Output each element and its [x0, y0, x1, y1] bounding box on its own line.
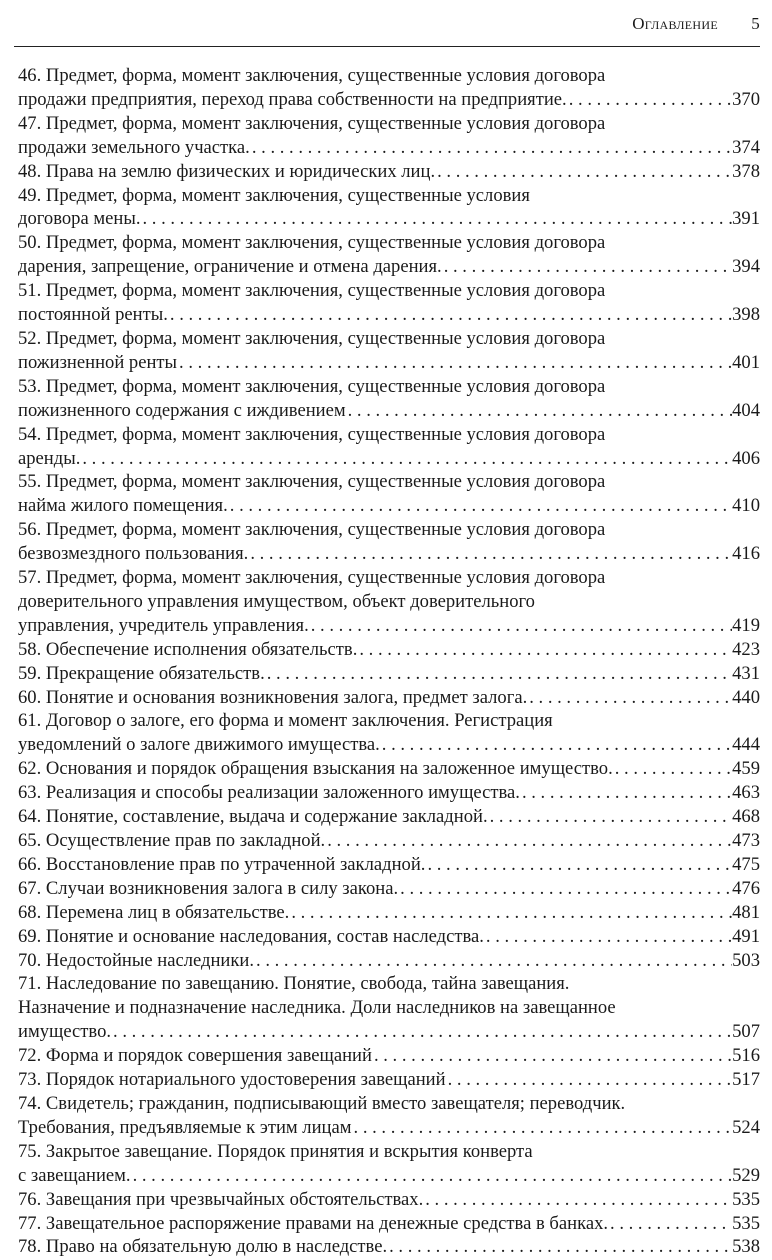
toc-entry-line: постоянной ренты. — [18, 304, 168, 326]
toc-entry-line: доверительного управления имуществом, объект доверительного — [18, 590, 535, 612]
toc-entry-line: 48. Права на землю физических и юридических лиц. — [18, 160, 436, 182]
toc-entry-line: 61. Договор о залоге, его форма и момент заключения. Регистрация — [18, 710, 553, 732]
toc-page-number: 475 — [732, 853, 760, 875]
toc-entry-last-line — [18, 207, 760, 231]
running-header-title: Оглавление — [632, 14, 718, 33]
toc-entry-line: продажи предприятия, переход права собственности на предприятие. — [18, 88, 567, 110]
toc-page-number: 406 — [732, 447, 760, 469]
toc-page-number: 401 — [732, 351, 760, 373]
toc-page-number: 444 — [732, 734, 760, 756]
dot-leader — [425, 853, 732, 877]
toc-page-number: 491 — [732, 925, 760, 947]
toc-page-number: 416 — [732, 543, 760, 565]
dot-leader — [111, 1020, 732, 1044]
dot-leader — [387, 1235, 732, 1259]
header-divider — [14, 46, 760, 47]
toc-entry-line: 53. Предмет, форма, момент заключения, существенные условия договора — [18, 375, 606, 397]
toc-entry-last-line — [18, 1164, 760, 1188]
toc-entry-last-line — [18, 901, 760, 925]
toc-entry-line: 67. Случаи возникновения залога в силу закона. — [18, 877, 399, 899]
toc-entry-last-line — [18, 949, 760, 973]
dot-leader — [608, 1212, 732, 1236]
dot-leader — [520, 781, 732, 805]
toc-entry — [18, 805, 760, 829]
dot-leader — [446, 1068, 733, 1092]
dot-leader — [346, 399, 732, 423]
dot-leader — [380, 733, 732, 757]
dot-leader — [140, 207, 732, 231]
toc-entry — [18, 184, 760, 232]
toc-entry — [18, 375, 760, 423]
toc-entry — [18, 64, 760, 112]
toc-entry-last-line — [18, 1020, 760, 1044]
toc-entry-line: Назначение и подназначение наследника. Доли наследников на завещанное — [18, 997, 616, 1019]
toc-entry-last-line — [18, 757, 760, 781]
toc-entry-last-line — [18, 160, 760, 184]
table-of-contents — [18, 64, 760, 1259]
dot-leader — [248, 542, 732, 566]
toc-entry — [18, 638, 760, 662]
toc-entry-line: 52. Предмет, форма, момент заключения, существенные условия договора — [18, 327, 606, 349]
toc-entry — [18, 518, 760, 566]
toc-page-number: 517 — [732, 1069, 760, 1091]
toc-entry — [18, 112, 760, 160]
toc-entry-last-line — [18, 877, 760, 901]
toc-entry-line: 74. Свидетель; гражданин, подписывающий вместо завещателя; переводчик. — [18, 1092, 626, 1114]
toc-entry — [18, 853, 760, 877]
toc-entry — [18, 566, 760, 638]
toc-entry-last-line — [18, 1068, 760, 1092]
toc-entry — [18, 1044, 760, 1068]
toc-entry-line: 75. Закрытое завещание. Порядок принятия и вскрытия конверта — [18, 1140, 533, 1162]
dot-leader — [372, 1044, 732, 1068]
toc-entry — [18, 781, 760, 805]
toc-entry-line: пожизненной ренты — [18, 351, 178, 373]
toc-entry-last-line — [18, 733, 760, 757]
toc-entry-line: 63. Реализация и способы реализации заложенного имущества. — [18, 782, 520, 804]
toc-entry-line: 60. Понятие и основания возникновения залога, предмет залога. — [18, 686, 528, 708]
toc-page-number: 516 — [732, 1045, 760, 1067]
dot-leader — [289, 901, 732, 925]
dot-leader — [357, 638, 732, 662]
dot-leader — [527, 686, 732, 710]
dot-leader — [484, 925, 732, 949]
toc-entry-line: 64. Понятие, составление, выдача и содержание закладной. — [18, 806, 488, 828]
toc-page-number: 440 — [732, 686, 760, 708]
toc-entry-last-line — [18, 781, 760, 805]
toc-entry — [18, 470, 760, 518]
dot-leader — [423, 1188, 732, 1212]
dot-leader — [309, 614, 732, 638]
running-header — [0, 14, 760, 38]
toc-entry-last-line — [18, 1212, 760, 1236]
toc-entry — [18, 757, 760, 781]
page-number: 5 — [751, 14, 760, 33]
toc-entry-line: 50. Предмет, форма, момент заключения, существенные условия договора — [18, 232, 606, 254]
toc-entry-last-line — [18, 853, 760, 877]
toc-entry — [18, 1140, 760, 1188]
dot-leader — [567, 88, 732, 112]
toc-entry-last-line — [18, 805, 760, 829]
toc-entry — [18, 901, 760, 925]
toc-entry — [18, 972, 760, 1044]
dot-leader — [488, 805, 732, 829]
toc-page-number: 391 — [732, 208, 760, 230]
toc-entry — [18, 1068, 760, 1092]
toc-page-number: 431 — [732, 662, 760, 684]
toc-entry — [18, 925, 760, 949]
toc-entry-line: 66. Восстановление прав по утраченной закладной. — [18, 853, 426, 875]
toc-entry-last-line — [18, 1188, 760, 1212]
toc-entry-line: найма жилого помещения. — [18, 495, 228, 517]
toc-entry-line: аренды. — [18, 447, 81, 469]
toc-page-number: 473 — [732, 830, 760, 851]
toc-entry-line: имущество. — [18, 1021, 112, 1043]
toc-entry — [18, 1188, 760, 1212]
toc-entry — [18, 1235, 760, 1259]
toc-page-number: 423 — [732, 638, 760, 660]
dot-leader — [442, 255, 732, 279]
toc-page-number: 404 — [732, 399, 760, 421]
toc-entry-line: 55. Предмет, форма, момент заключения, существенные условия договора — [18, 471, 606, 493]
toc-entry-line: 47. Предмет, форма, момент заключения, существенные условия договора — [18, 112, 606, 134]
toc-entry-last-line — [18, 1044, 760, 1068]
toc-entry-last-line — [18, 494, 760, 518]
toc-page-number: 459 — [732, 758, 760, 780]
dot-leader — [435, 160, 732, 184]
dot-leader — [613, 757, 732, 781]
toc-entry-last-line — [18, 399, 760, 423]
toc-page-number: 398 — [732, 304, 760, 326]
toc-page-number: 538 — [732, 1236, 760, 1258]
dot-leader — [131, 1164, 733, 1188]
toc-entry-line: 72. Форма и порядок совершения завещаний — [18, 1045, 372, 1067]
toc-entry — [18, 949, 760, 973]
toc-entry-last-line — [18, 662, 760, 686]
toc-entry — [18, 327, 760, 375]
toc-entry-line: 62. Основания и порядок обращения взыскания на заложенное имущество. — [18, 758, 613, 780]
toc-entry-last-line — [18, 136, 760, 160]
toc-entry — [18, 662, 760, 686]
toc-page-number: 476 — [732, 877, 760, 899]
toc-entry — [18, 1212, 760, 1236]
toc-entry-line: 76. Завещания при чрезвычайных обстоятельствах. — [18, 1188, 424, 1210]
toc-entry-last-line — [18, 303, 760, 327]
toc-entry-last-line — [18, 1116, 760, 1140]
toc-page-number: 463 — [732, 782, 760, 804]
dot-leader — [250, 136, 732, 160]
toc-entry-line: 68. Перемена лиц в обязательстве. — [18, 901, 290, 923]
toc-entry-line: дарения, запрещение, ограничение и отмена дарения. — [18, 256, 442, 278]
toc-page-number: 394 — [732, 256, 760, 278]
toc-entry-last-line — [18, 614, 760, 638]
toc-entry-line: 58. Обеспечение исполнения обязательств. — [18, 638, 358, 660]
toc-entry-last-line — [18, 829, 760, 853]
toc-entry-line: 71. Наследование по завещанию. Понятие, свобода, тайна завещания. — [18, 973, 570, 995]
toc-page-number: 378 — [732, 160, 760, 182]
toc-entry-line: 51. Предмет, форма, момент заключения, существенные условия договора — [18, 280, 606, 302]
dot-leader — [228, 494, 732, 518]
toc-page-number: 524 — [732, 1116, 760, 1138]
toc-entry-line: продажи земельного участка. — [18, 136, 250, 158]
toc-entry — [18, 279, 760, 327]
toc-page-number: 468 — [732, 806, 760, 828]
toc-entry — [18, 1092, 760, 1140]
toc-entry-last-line — [18, 542, 760, 566]
toc-entry — [18, 709, 760, 757]
toc-entry-line: 57. Предмет, форма, момент заключения, существенные условия договора — [18, 567, 606, 589]
toc-page-number: 529 — [732, 1164, 760, 1186]
toc-entry-line: Требования, предъявляемые к этим лицам — [18, 1116, 352, 1138]
toc-entry-last-line — [18, 255, 760, 279]
toc-entry-line: 56. Предмет, форма, момент заключения, существенные условия договора — [18, 519, 606, 541]
dot-leader — [398, 877, 732, 901]
toc-entry-line: безвозмездного пользования. — [18, 543, 249, 565]
toc-entry-line: уведомлений о залоге движимого имущества. — [18, 734, 380, 756]
toc-page-number: 535 — [732, 1212, 760, 1234]
toc-page-number: 481 — [732, 901, 760, 923]
toc-entry-line: с завещанием. — [18, 1164, 131, 1186]
toc-entry-last-line — [18, 638, 760, 662]
toc-entry-line: управления, учредитель управления. — [18, 614, 309, 636]
toc-page-number: 419 — [732, 614, 760, 636]
toc-entry-line: 73. Порядок нотариального удостоверения завещаний — [18, 1069, 446, 1091]
toc-entry — [18, 877, 760, 901]
toc-page-number: 535 — [732, 1188, 760, 1210]
toc-entry — [18, 686, 760, 710]
toc-page-number: 370 — [732, 88, 760, 110]
toc-entry-line: 77. Завещательное распоряжение правами на денежные средства в банках. — [18, 1212, 609, 1234]
toc-entry — [18, 423, 760, 471]
toc-page-number: 410 — [732, 495, 760, 517]
toc-entry-last-line — [18, 1235, 760, 1259]
toc-entry-line: 54. Предмет, форма, момент заключения, существенные условия договора — [18, 423, 606, 445]
toc-entry-line: 59. Прекращение обязательств. — [18, 662, 265, 684]
toc-entry — [18, 231, 760, 279]
toc-entry-line: 70. Недостойные наследники. — [18, 949, 255, 971]
dot-leader — [177, 351, 732, 375]
dot-leader — [80, 447, 732, 471]
toc-page-number: 374 — [732, 136, 760, 158]
toc-entry-last-line — [18, 925, 760, 949]
toc-entry-line: договора мены. — [18, 208, 141, 230]
toc-entry — [18, 829, 760, 853]
toc-entry-line: 49. Предмет, форма, момент заключения, существенные условия — [18, 184, 530, 206]
dot-leader — [254, 949, 732, 973]
toc-entry-line: 65. Осуществление прав по закладной. — [18, 830, 326, 851]
toc-entry-last-line — [18, 351, 760, 375]
toc-entry-last-line — [18, 88, 760, 112]
dot-leader — [352, 1116, 733, 1140]
toc-entry-line: 69. Понятие и основание наследования, состав наследства. — [18, 925, 484, 947]
toc-entry-last-line — [18, 686, 760, 710]
toc-entry-last-line — [18, 447, 760, 471]
toc-page-number: 503 — [732, 949, 760, 971]
toc-entry-line: пожизненного содержания с иждивением — [18, 399, 346, 421]
toc-page-number: 507 — [732, 1021, 760, 1043]
toc-entry-line: 46. Предмет, форма, момент заключения, существенные условия договора — [18, 65, 606, 86]
dot-leader — [325, 829, 732, 853]
dot-leader — [265, 662, 732, 686]
toc-entry — [18, 160, 760, 184]
toc-entry-line: 78. Право на обязательную долю в наследстве. — [18, 1236, 388, 1258]
dot-leader — [168, 303, 732, 327]
